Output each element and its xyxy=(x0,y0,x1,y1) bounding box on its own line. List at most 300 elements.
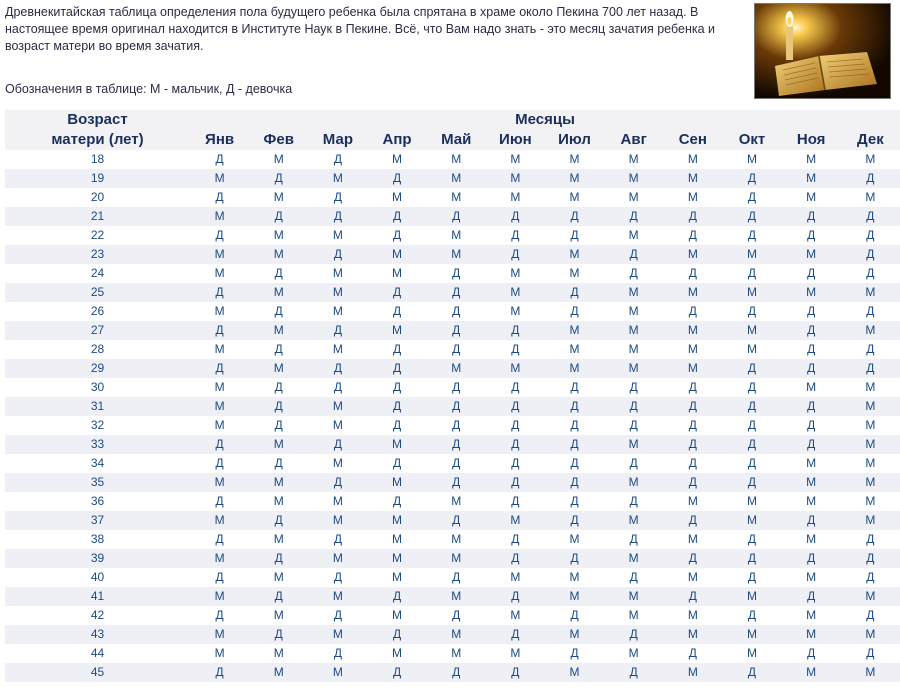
table-row xyxy=(5,150,900,169)
gender-cell: М xyxy=(308,511,367,530)
age-cell: 42 xyxy=(5,606,190,625)
age-cell: 18 xyxy=(5,150,190,169)
gender-cell: М xyxy=(663,321,722,340)
gender-cell: М xyxy=(367,530,426,549)
gender-cell: Д xyxy=(545,492,604,511)
gender-cell: Д xyxy=(427,397,486,416)
gender-cell: Д xyxy=(308,644,367,663)
gender-cell: М xyxy=(604,321,663,340)
gender-cell: Д xyxy=(427,511,486,530)
gender-cell: Д xyxy=(782,264,841,283)
gender-cell: М xyxy=(663,245,722,264)
gender-cell: Д xyxy=(722,264,781,283)
gender-cell: М xyxy=(841,321,900,340)
gender-cell: Д xyxy=(545,302,604,321)
gender-cell: Д xyxy=(249,207,308,226)
gender-cell: Д xyxy=(367,397,426,416)
gender-cell: Д xyxy=(604,492,663,511)
gender-cell: М xyxy=(663,283,722,302)
gender-cell: Д xyxy=(545,207,604,226)
gender-cell: М xyxy=(604,511,663,530)
age-cell: 29 xyxy=(5,359,190,378)
gender-cell: М xyxy=(308,625,367,644)
gender-cell: Д xyxy=(663,511,722,530)
gender-cell: Д xyxy=(722,473,781,492)
gender-cell: Д xyxy=(663,226,722,245)
gender-cell: М xyxy=(367,150,426,169)
gender-cell: Д xyxy=(486,530,545,549)
gender-cell: М xyxy=(545,359,604,378)
gender-cell: Д xyxy=(663,473,722,492)
gender-cell: М xyxy=(367,644,426,663)
age-cell: 31 xyxy=(5,397,190,416)
gender-cell: М xyxy=(663,359,722,378)
gender-cell: М xyxy=(308,283,367,302)
gender-cell: М xyxy=(841,454,900,473)
table-row xyxy=(5,473,900,492)
gender-cell: Д xyxy=(427,416,486,435)
gender-cell: М xyxy=(841,511,900,530)
gender-cell: Д xyxy=(367,283,426,302)
gender-cell: Д xyxy=(486,549,545,568)
gender-cell: Д xyxy=(308,435,367,454)
gender-cell: Д xyxy=(190,150,249,169)
age-cell: 20 xyxy=(5,188,190,207)
gender-cell: М xyxy=(782,473,841,492)
gender-cell: М xyxy=(486,283,545,302)
gender-cell: Д xyxy=(249,264,308,283)
gender-cell: М xyxy=(249,663,308,682)
gender-cell: М xyxy=(308,587,367,606)
gender-cell: Д xyxy=(427,378,486,397)
gender-cell: М xyxy=(249,606,308,625)
gender-cell: Д xyxy=(486,245,545,264)
gender-cell: Д xyxy=(249,511,308,530)
age-cell: 35 xyxy=(5,473,190,492)
age-cell: 30 xyxy=(5,378,190,397)
gender-cell: М xyxy=(663,625,722,644)
gender-cell: Д xyxy=(545,511,604,530)
gender-cell: Д xyxy=(663,416,722,435)
table-row xyxy=(5,188,900,207)
gender-cell: Д xyxy=(427,207,486,226)
month-header: Окт xyxy=(722,130,781,150)
age-cell: 21 xyxy=(5,207,190,226)
gender-cell: М xyxy=(722,150,781,169)
gender-cell: Д xyxy=(604,397,663,416)
gender-cell: Д xyxy=(367,625,426,644)
gender-cell: М xyxy=(249,188,308,207)
gender-cell: Д xyxy=(427,264,486,283)
gender-cell: Д xyxy=(427,663,486,682)
gender-cell: Д xyxy=(841,644,900,663)
gender-cell: Д xyxy=(545,435,604,454)
gender-cell: Д xyxy=(722,568,781,587)
month-header: Мар xyxy=(308,130,367,150)
gender-cell: М xyxy=(604,302,663,321)
gender-cell: Д xyxy=(782,549,841,568)
gender-cell: М xyxy=(604,606,663,625)
gender-cell: М xyxy=(545,169,604,188)
gender-cell: Д xyxy=(841,302,900,321)
gender-cell: Д xyxy=(249,302,308,321)
gender-cell: М xyxy=(841,435,900,454)
gender-cell: Д xyxy=(782,321,841,340)
month-header: Май xyxy=(427,130,486,150)
gender-cell: Д xyxy=(722,530,781,549)
gender-cell: М xyxy=(427,644,486,663)
gender-cell: М xyxy=(308,302,367,321)
gender-cell: М xyxy=(427,587,486,606)
gender-cell: Д xyxy=(427,435,486,454)
gender-cell: Д xyxy=(249,587,308,606)
gender-cell: Д xyxy=(249,169,308,188)
gender-cell: Д xyxy=(486,435,545,454)
gender-cell: М xyxy=(841,397,900,416)
gender-cell: М xyxy=(486,359,545,378)
gender-cell: М xyxy=(663,150,722,169)
gender-cell: Д xyxy=(190,606,249,625)
gender-cell: Д xyxy=(545,454,604,473)
gender-cell: Д xyxy=(308,321,367,340)
gender-cell: Д xyxy=(663,435,722,454)
gender-cell: Д xyxy=(604,454,663,473)
month-header: Апр xyxy=(367,130,426,150)
gender-cell: Д xyxy=(782,435,841,454)
gender-cell: Д xyxy=(722,226,781,245)
gender-cell: М xyxy=(604,435,663,454)
gender-cell: М xyxy=(722,283,781,302)
gender-cell: М xyxy=(367,245,426,264)
table-row xyxy=(5,568,900,587)
gender-cell: М xyxy=(722,340,781,359)
intro-text: Древнекитайская таблица определения пола будущего ребенка была спрятана в храме около Пекина 700 лет назад. В настоящее время оригинал находится в Институте Наук в Пекине. Всё, что Вам надо знать - это месяц зачатия ребенка и возраст матери во время зачатия. xyxy=(5,5,716,53)
age-cell: 45 xyxy=(5,663,190,682)
gender-cell: М xyxy=(190,473,249,492)
gender-cell: М xyxy=(308,492,367,511)
gender-cell: М xyxy=(190,169,249,188)
table-row xyxy=(5,663,900,682)
gender-cell: Д xyxy=(308,150,367,169)
gender-cell: Д xyxy=(427,568,486,587)
gender-cell: Д xyxy=(663,454,722,473)
gender-cell: М xyxy=(486,511,545,530)
table-row xyxy=(5,207,900,226)
gender-cell: М xyxy=(663,169,722,188)
legend-note: Обозначения в таблице: М - мальчик, Д - девочка xyxy=(5,82,293,96)
gender-cell: Д xyxy=(604,568,663,587)
gender-cell: М xyxy=(722,321,781,340)
gender-cell: М xyxy=(663,606,722,625)
gender-cell: Д xyxy=(722,397,781,416)
gender-cell: Д xyxy=(604,530,663,549)
gender-cell: Д xyxy=(604,378,663,397)
table-row xyxy=(5,302,900,321)
gender-cell: Д xyxy=(249,549,308,568)
gender-cell: М xyxy=(427,188,486,207)
gender-cell: Д xyxy=(722,207,781,226)
age-cell: 19 xyxy=(5,169,190,188)
gender-cell: М xyxy=(367,511,426,530)
gender-cell: М xyxy=(782,663,841,682)
gender-cell: М xyxy=(308,169,367,188)
gender-cell: М xyxy=(722,492,781,511)
gender-cell: М xyxy=(841,587,900,606)
table-row xyxy=(5,587,900,606)
age-cell: 24 xyxy=(5,264,190,283)
gender-cell: М xyxy=(782,188,841,207)
gender-cell: М xyxy=(249,359,308,378)
table-row xyxy=(5,378,900,397)
table-row xyxy=(5,416,900,435)
age-cell: 23 xyxy=(5,245,190,264)
gender-cell: М xyxy=(190,207,249,226)
gender-cell: Д xyxy=(190,663,249,682)
gender-cell: Д xyxy=(782,397,841,416)
gender-cell: Д xyxy=(841,169,900,188)
gender-cell: М xyxy=(604,359,663,378)
gender-cell: М xyxy=(604,169,663,188)
age-cell: 26 xyxy=(5,302,190,321)
gender-cell: Д xyxy=(427,606,486,625)
age-cell: 25 xyxy=(5,283,190,302)
gender-cell: Д xyxy=(367,207,426,226)
gender-cell: Д xyxy=(486,587,545,606)
gender-cell: М xyxy=(663,492,722,511)
gender-cell: М xyxy=(249,473,308,492)
gender-cell: Д xyxy=(486,340,545,359)
month-header: Дек xyxy=(841,130,900,150)
gender-cell: М xyxy=(604,188,663,207)
gender-cell: Д xyxy=(249,340,308,359)
gender-cell: Д xyxy=(604,264,663,283)
gender-cell: М xyxy=(249,283,308,302)
gender-cell: Д xyxy=(308,207,367,226)
age-cell: 33 xyxy=(5,435,190,454)
gender-cell: Д xyxy=(545,473,604,492)
gender-cell: Д xyxy=(663,397,722,416)
gender-cell: Д xyxy=(782,207,841,226)
gender-cell: М xyxy=(722,625,781,644)
month-header: Ноя xyxy=(782,130,841,150)
gender-cell: М xyxy=(249,644,308,663)
gender-cell: М xyxy=(545,264,604,283)
table-row xyxy=(5,644,900,663)
gender-cell: М xyxy=(190,245,249,264)
gender-cell: М xyxy=(841,416,900,435)
table-row xyxy=(5,245,900,264)
gender-cell: Д xyxy=(427,340,486,359)
gender-cell: М xyxy=(663,530,722,549)
gender-cell: Д xyxy=(545,397,604,416)
gender-cell: М xyxy=(190,644,249,663)
gender-cell: М xyxy=(782,169,841,188)
gender-cell: Д xyxy=(367,169,426,188)
gender-cell: М xyxy=(545,340,604,359)
month-header: Сен xyxy=(663,130,722,150)
age-cell: 32 xyxy=(5,416,190,435)
gender-cell: Д xyxy=(604,625,663,644)
gender-cell: Д xyxy=(308,568,367,587)
gender-cell: М xyxy=(367,435,426,454)
gender-cell: Д xyxy=(486,663,545,682)
gender-cell: М xyxy=(722,644,781,663)
gender-cell: М xyxy=(486,169,545,188)
gender-cell: М xyxy=(427,359,486,378)
table-row xyxy=(5,530,900,549)
table-row xyxy=(5,359,900,378)
gender-cell: М xyxy=(427,492,486,511)
gender-cell: Д xyxy=(722,663,781,682)
gender-cell: Д xyxy=(486,226,545,245)
table-row xyxy=(5,435,900,454)
months-header: Месяцы xyxy=(190,110,900,130)
gender-cell: Д xyxy=(841,226,900,245)
gender-cell: М xyxy=(782,492,841,511)
gender-cell: Д xyxy=(367,663,426,682)
gender-cell: Д xyxy=(663,207,722,226)
age-cell: 44 xyxy=(5,644,190,663)
gender-cell: М xyxy=(782,530,841,549)
gender-cell: Д xyxy=(841,245,900,264)
gender-cell: Д xyxy=(486,473,545,492)
gender-cell: М xyxy=(663,188,722,207)
gender-cell: М xyxy=(604,587,663,606)
gender-cell: М xyxy=(604,150,663,169)
gender-cell: Д xyxy=(782,511,841,530)
table-row xyxy=(5,625,900,644)
gender-cell: М xyxy=(486,188,545,207)
gender-cell: М xyxy=(782,283,841,302)
table-row xyxy=(5,226,900,245)
gender-cell: М xyxy=(367,568,426,587)
gender-cell: Д xyxy=(190,283,249,302)
gender-cell: М xyxy=(782,150,841,169)
age-cell: 37 xyxy=(5,511,190,530)
month-header: Июл xyxy=(545,130,604,150)
gender-cell: М xyxy=(249,492,308,511)
gender-cell: М xyxy=(782,454,841,473)
gender-cell: Д xyxy=(367,359,426,378)
gender-cell: М xyxy=(190,397,249,416)
gender-cell: Д xyxy=(308,245,367,264)
gender-cell: Д xyxy=(190,454,249,473)
gender-cell: М xyxy=(663,663,722,682)
gender-cell: Д xyxy=(190,530,249,549)
gender-cell: Д xyxy=(604,207,663,226)
gender-cell: М xyxy=(782,378,841,397)
gender-cell: М xyxy=(545,530,604,549)
gender-cell: М xyxy=(308,549,367,568)
gender-cell: Д xyxy=(308,473,367,492)
gender-cell: Д xyxy=(663,644,722,663)
gender-cell: Д xyxy=(308,606,367,625)
gender-cell: Д xyxy=(190,188,249,207)
gender-cell: Д xyxy=(722,359,781,378)
gender-cell: М xyxy=(545,663,604,682)
gender-cell: М xyxy=(722,245,781,264)
gender-cell: М xyxy=(249,226,308,245)
gender-cell: Д xyxy=(249,378,308,397)
gender-cell: М xyxy=(604,473,663,492)
gender-cell: Д xyxy=(722,606,781,625)
gender-cell: Д xyxy=(486,454,545,473)
table-row xyxy=(5,511,900,530)
gender-cell: Д xyxy=(427,454,486,473)
gender-cell: М xyxy=(367,473,426,492)
gender-cell: Д xyxy=(367,340,426,359)
gender-cell: Д xyxy=(782,644,841,663)
gender-cell: Д xyxy=(663,264,722,283)
gender-cell: М xyxy=(190,378,249,397)
gender-cell: Д xyxy=(722,549,781,568)
gender-cell: Д xyxy=(722,378,781,397)
gender-cell: М xyxy=(604,644,663,663)
gender-cell: М xyxy=(604,549,663,568)
gender-cell: Д xyxy=(249,625,308,644)
gender-cell: Д xyxy=(427,283,486,302)
gender-cell: М xyxy=(841,625,900,644)
age-cell: 27 xyxy=(5,321,190,340)
table-row xyxy=(5,606,900,625)
gender-cell: М xyxy=(190,302,249,321)
gender-cell: Д xyxy=(486,397,545,416)
gender-cell: Д xyxy=(486,207,545,226)
gender-cell: Д xyxy=(841,530,900,549)
gender-cell: Д xyxy=(367,226,426,245)
gender-cell: Д xyxy=(545,226,604,245)
gender-cell: Д xyxy=(782,359,841,378)
gender-cell: Д xyxy=(604,663,663,682)
age-header-line2: матери (лет) xyxy=(5,130,190,150)
gender-cell: М xyxy=(663,568,722,587)
gender-cell: М xyxy=(308,264,367,283)
table-row xyxy=(5,549,900,568)
age-cell: 41 xyxy=(5,587,190,606)
gender-cell: М xyxy=(486,606,545,625)
age-cell: 40 xyxy=(5,568,190,587)
gender-cell: Д xyxy=(190,492,249,511)
gender-cell: Д xyxy=(249,397,308,416)
month-header: Фев xyxy=(249,130,308,150)
gender-cell: М xyxy=(841,188,900,207)
gender-cell: М xyxy=(249,150,308,169)
gender-cell: М xyxy=(841,492,900,511)
gender-cell: Д xyxy=(841,264,900,283)
gender-cell: М xyxy=(249,321,308,340)
month-header: Янв xyxy=(190,130,249,150)
gender-cell: Д xyxy=(663,302,722,321)
gender-cell: Д xyxy=(367,416,426,435)
gender-cell: Д xyxy=(782,340,841,359)
gender-cell: Д xyxy=(545,283,604,302)
gender-cell: Д xyxy=(722,435,781,454)
gender-cell: Д xyxy=(367,378,426,397)
gender-cell: М xyxy=(367,264,426,283)
gender-cell: М xyxy=(841,473,900,492)
gender-cell: Д xyxy=(249,416,308,435)
gender-cell: Д xyxy=(308,378,367,397)
candle-book-image xyxy=(754,3,891,99)
gender-cell: Д xyxy=(604,245,663,264)
gender-cell: М xyxy=(427,625,486,644)
gender-cell: Д xyxy=(308,188,367,207)
gender-cell: М xyxy=(604,226,663,245)
candle-and-open-book-icon xyxy=(755,4,890,98)
gender-cell: М xyxy=(367,606,426,625)
gender-cell: М xyxy=(841,150,900,169)
gender-cell: Д xyxy=(545,416,604,435)
